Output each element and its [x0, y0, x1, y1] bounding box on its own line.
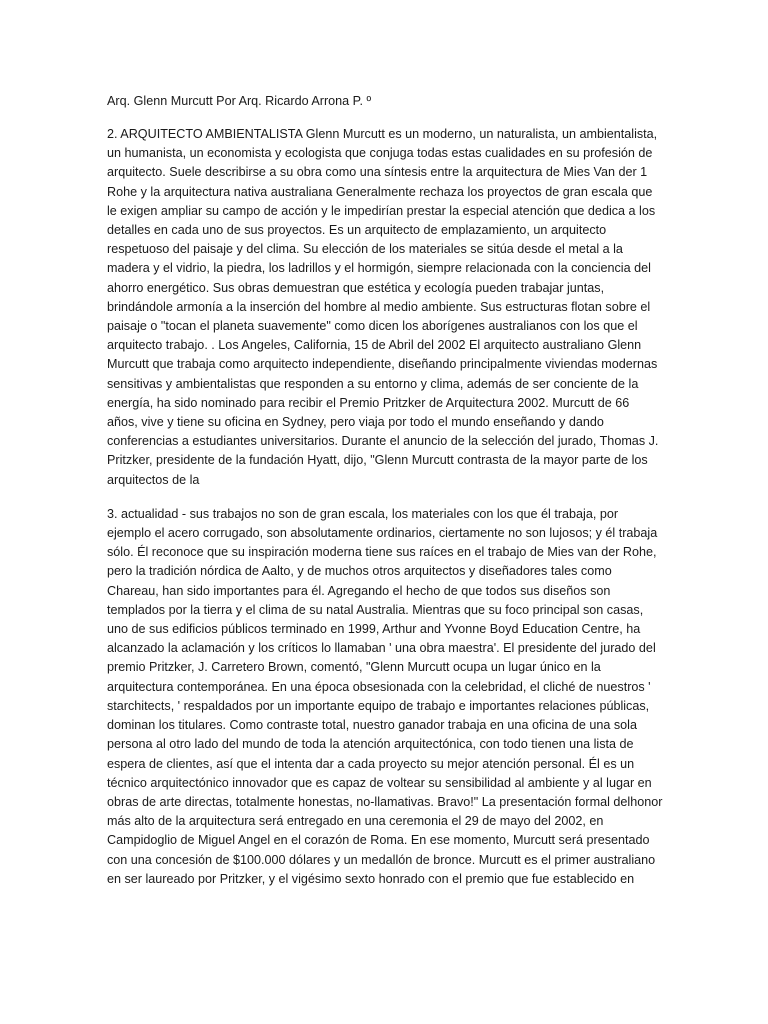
paragraph-actualidad: 3. actualidad - sus trabajos no son de gran escala, los materiales con los que él trabaja, por ejemplo el acero corrugado, son absolutamente ordinarios, ciertamente no son lujosos; y él trabaja sólo. Él reconoce que su inspiración moderna tiene sus raíces en el trabajo de Mies van der Rohe, pero la tradición nórdica de Aalto, y de muchos otros arquitectos y diseñadores tales como Chareau, han sido importantes para él. Agregando el hecho de que todos sus diseños son templados por la tierra y el clima de su natal Australia. Mientras que su foco principal son casas, uno de sus edificios públicos terminado en 1999, Arthur and Yvonne Boyd Education Centre, ha alcanzado la aclamación y los críticos lo llamaban ' una obra maestra'. El presidente del jurado del premio Pritzker, J. Carretero Brown, comentó, "Glenn Murcutt ocupa un lugar único en la arquitectura contemporánea. En una época obsesionada con la celebridad, el cliché de nuestros ' starchitects, ' respaldados por un importante equipo de trabajo e importantes relaciones públicas, dominan los titulares. Como contraste total, nuestro ganador trabaja en una oficina de una sola persona al otro lado del mundo de toda la atención arquitectónica, con todo tienen una lista de espera de clientes, así que el intenta dar a cada proyecto su mejor atención personal. Él es un técnico arquitectónico innovador que es capaz de voltear su sensibilidad al ambiente y al lugar en obras de arte directas, totalmente honestas, no-llamativas. Bravo!" La presentación formal delhonor más alto de la arquitectura será entregado en una ceremonia el 29 de mayo del 2002, en Campidoglio de Miguel Angel en el corazón de Roma. En ese momento, Murcutt será presentado con una concesión de $100.000 dólares y un medallón de bronce. Murcutt es el primer australiano en ser laureado por Pritzker, y el vigésimo sexto honrado con el premio que fue establecido en — [107, 506, 663, 886]
paragraph-arquitecto-ambientalista: 2. ARQUITECTO AMBIENTALISTA Glenn Murcutt es un moderno, un naturalista, un ambientalista, un humanista, un economista y ecologista que conjuga todas estas cualidades en su profesión de arquitecto. Suele describirse a su obra como una síntesis entre la arquitectura de Mies Van der 1 Rohe y la arquitectura nativa australiana Generalmente rechaza los proyectos de gran escala que le exigen ampliar su campo de acción y le impedirían prestar la especial atención que dedica a los detalles en cada uno de sus proyectos. Es un arquitecto de emplazamiento, un arquitecto respetuoso del paisaje y del clima. Su elección de los materiales se sitúa desde el metal a la madera y el vidrio, la piedra, los ladrillos y el hormigón, siempre relacionada con la conciencia del ahorro energético. Sus obras demuestran que estética y ecología pueden trabajar juntas, brindándole armonía a la inserción del hombre al medio ambiente. Sus estructuras flotan sobre el paisaje o "tocan el planeta suavemente" como dicen los aborígenes australianos con los que el arquitecto trabajo. . Los Angeles, California, 15 de Abril del 2002 El arquitecto australiano Glenn Murcutt que trabaja como arquitecto independiente, diseñando principalmente viviendas modernas sensitivas y ambientalistas que responden a su entorno y clima, además de ser conciente de la energía, ha sido nominado para recibir el Premio Pritzker de Arquitectura 2002. Murcutt de 66 años, vive y tiene su oficina en Sydney, pero viaja por todo el mundo enseñando y dando conferencias a estudiantes universitarios. Durante el anuncio de la selección del jurado, Thomas J. Pritzker, presidente de la fundación Hyatt, dijo, "Glenn Murcutt contrasta de la mayor parte de los arquitectos de la — [107, 127, 659, 487]
document-title: Arq. Glenn Murcutt Por Arq. Ricardo Arrona P. º — [107, 94, 372, 108]
document-body — [107, 92, 663, 889]
